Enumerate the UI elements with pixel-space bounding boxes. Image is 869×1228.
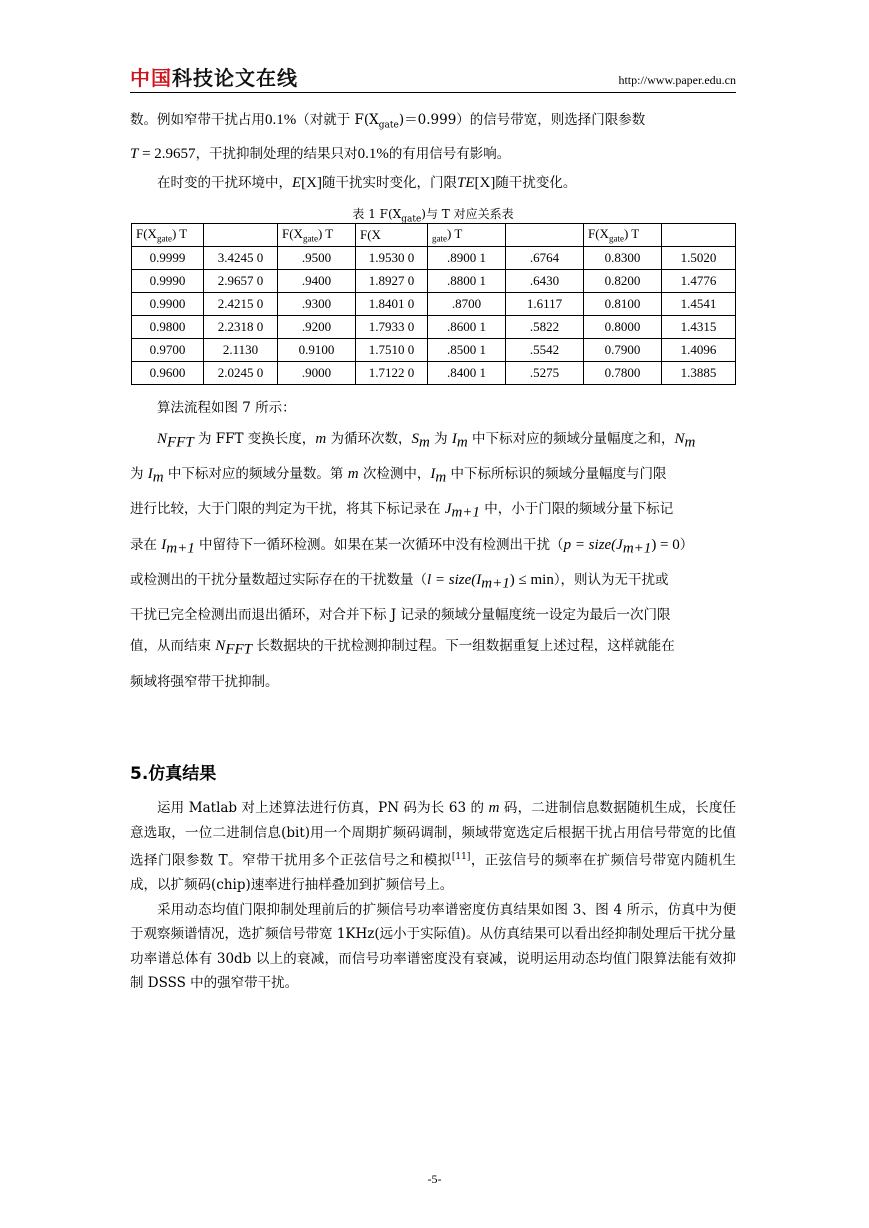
timevarying-paragraph	[130, 170, 736, 196]
text-run: 为 FFT 变换长度，	[193, 431, 316, 447]
subscript: m+1	[166, 540, 195, 557]
subscript: m	[684, 434, 696, 451]
text-run: 码，二进制信息数据随机生成，长度任意选取，一位二进制信息(bit)用一个周期扩频码调制，频域带宽选定后根据干扰占用信号带宽的比值选择门限参数 T。窄带干扰用多个正弦信号之和模拟	[130, 800, 736, 869]
simulation-paragraph-2: 采用动态均值门限抑制处理前后的扩频信号功率谱密度仿真结果如图 3、图 4 所示，仿真中为便于观察频谱情况，选扩频信号带宽 1KHz(远小于实际值)。从仿真结果可以看出经抑制处理后干扰分量功率谱总体有 30db 以上的衰减，而信号功率谱密度没有衰减，说明运用动态均值门限算法能有效抑制 DSSS 中的强窄带干扰。	[130, 901, 736, 991]
algo-line-5	[130, 565, 736, 600]
text-run: ，正弦信号的频率在扩频信号带宽内随机生成，以扩频码(chip)速率进行抽样叠加到扩频信号上。	[130, 852, 736, 893]
table-cell: .8500 1	[428, 339, 506, 362]
table-header-cell	[584, 224, 662, 247]
text-run: 中下标对应的频域分量数。第	[163, 466, 348, 483]
math-equation: ) = 0	[651, 536, 680, 553]
table-cell: 0.9100	[278, 339, 356, 362]
citation-ref: [11]	[451, 852, 471, 862]
section-heading: 5.仿真结果	[130, 764, 217, 784]
table-header-cell	[506, 224, 584, 247]
text-run: 中下标对应的频域分量幅度之和，	[467, 431, 675, 447]
text-run: 在时变的干扰环境中，	[157, 175, 292, 191]
text-run: 或检测出的干扰分量数超过实际存在的干扰数量（	[130, 571, 427, 588]
text-run: 中，小于门限的频域分量下标记	[479, 501, 674, 518]
table-header-row	[132, 224, 736, 247]
text-run: （对就于 F(X	[296, 112, 379, 128]
table-cell: .9000	[278, 362, 356, 385]
table-cell: 1.7933 0	[356, 316, 428, 339]
table-cell: .5275	[506, 362, 584, 385]
math-m: m	[347, 466, 359, 483]
table-header-cell	[278, 224, 356, 247]
text-run: ，干扰抑制处理的结果只对	[195, 145, 358, 162]
header-text: ) T	[171, 226, 188, 242]
table-cell: .9300	[278, 293, 356, 316]
table-cell: 1.4096	[662, 339, 736, 362]
caption-text: )与 T 对应关系表	[421, 207, 514, 221]
table-cell: 0.9800	[132, 316, 204, 339]
table-row	[132, 362, 736, 385]
header-text: ) T	[447, 226, 463, 242]
subscript: m	[456, 434, 468, 451]
intro-line-1	[130, 106, 736, 140]
table-row	[132, 316, 736, 339]
table-header-cell	[428, 224, 506, 247]
math-equation: ) ≤ min	[509, 571, 554, 588]
table-cell: 0.8000	[584, 316, 662, 339]
table-cell: .5542	[506, 339, 584, 362]
table-cell: 2.9657 0	[204, 270, 278, 293]
math-i: I	[161, 536, 167, 553]
table-cell: 1.9530 0	[356, 247, 428, 270]
table-body	[132, 247, 736, 385]
text-run: ），则认为无干扰或	[553, 571, 669, 588]
subscript: gate	[401, 214, 422, 225]
math-expectation: E	[292, 175, 302, 191]
algo-line-1	[130, 424, 736, 459]
math-n: N	[215, 638, 226, 655]
table-cell: 0.9999	[132, 247, 204, 270]
subscript: m	[152, 469, 164, 486]
subscript: m	[418, 434, 430, 451]
text-run: 值，从而结束	[130, 638, 216, 655]
math-n: N	[674, 431, 685, 447]
table-cell: 1.6117	[506, 293, 584, 316]
page-header	[130, 66, 736, 92]
math-i: I	[430, 466, 436, 483]
algo-line-3	[130, 494, 736, 529]
math-s: S	[411, 431, 419, 447]
math-bracket-x: [X]	[474, 175, 496, 191]
subscript: m+1	[622, 540, 652, 557]
journal-logo	[130, 66, 298, 90]
table-row	[132, 270, 736, 293]
table-header-cell	[204, 224, 278, 247]
table-cell: 2.4215 0	[204, 293, 278, 316]
table-cell: .8700	[428, 293, 506, 316]
algo-line-7	[130, 631, 736, 666]
subscript: gate	[378, 120, 399, 131]
header-text: F(X	[360, 227, 381, 242]
header-text: F(X	[136, 226, 157, 242]
math-var-t: T	[130, 145, 139, 162]
table-cell: 0.9600	[132, 362, 204, 385]
table-cell: 1.4541	[662, 293, 736, 316]
subscript: m+1	[451, 505, 480, 522]
text-run: 中下标所标识的频域分量幅度与门限	[446, 466, 667, 483]
table-cell: .9200	[278, 316, 356, 339]
math-i: I	[147, 466, 153, 483]
subscript: gate	[156, 233, 172, 244]
text-run: 随干扰变化。	[495, 175, 577, 191]
table-cell: 0.9900	[132, 293, 204, 316]
table-cell: 3.4245 0	[204, 247, 278, 270]
text-run: )＝0.999）的信号带宽，则选择门限参数	[398, 112, 646, 128]
table-cell: .8600 1	[428, 316, 506, 339]
text-run: 的有用信号有影响。	[388, 145, 511, 162]
header-text: F(X	[588, 226, 609, 242]
table-cell: 0.8300	[584, 247, 662, 270]
text-run: 随干扰实时变化，门限	[322, 175, 457, 191]
table-row	[132, 339, 736, 362]
subscript: m+1	[481, 575, 510, 592]
algorithm-section	[130, 398, 736, 698]
simulation-section	[130, 796, 736, 996]
header-text: F(X	[282, 226, 303, 242]
algo-line-2	[130, 459, 736, 494]
text-run: 为	[130, 466, 148, 483]
table-cell: 2.0245 0	[204, 362, 278, 385]
table-header-cell	[662, 224, 736, 247]
algo-line-6: 干扰已完全检测出而退出循环，对合并下标 J 记录的频域分量幅度统一设定为最后一次门限	[130, 606, 671, 623]
math-i: I	[451, 431, 457, 447]
math-percent: 0.1%	[265, 112, 297, 128]
table-cell: 1.8401 0	[356, 293, 428, 316]
table-cell: 0.9990	[132, 270, 204, 293]
text-run: ）	[679, 536, 694, 553]
header-rule	[130, 92, 736, 93]
table-cell: 1.5020	[662, 247, 736, 270]
journal-url: http://www.paper.edu.cn	[618, 73, 736, 87]
table-cell: .8900 1	[428, 247, 506, 270]
table-header-cell	[356, 224, 428, 247]
math-equation: l = size(I	[427, 571, 482, 588]
subscript: FFT	[167, 434, 194, 451]
text-run: 进行比较，大于门限的判定为干扰，将其下标记录在	[130, 501, 445, 518]
table-cell: 1.3885	[662, 362, 736, 385]
table-cell: .5822	[506, 316, 584, 339]
text-run: 录在	[130, 536, 162, 553]
text-run: 数。例如窄带干扰占用	[130, 112, 265, 128]
math-n: N	[157, 431, 168, 447]
table-cell: .8400 1	[428, 362, 506, 385]
table-cell: 0.7900	[584, 339, 662, 362]
table-row	[132, 247, 736, 270]
header-text: ) T	[317, 226, 334, 242]
subscript: gate	[432, 233, 447, 244]
text-run: 为循环次数，	[326, 431, 412, 447]
table-cell: 1.7122 0	[356, 362, 428, 385]
simulation-paragraph-1	[130, 796, 736, 898]
logo-black-text: 科技论文在线	[172, 66, 298, 90]
math-m: m	[488, 800, 500, 816]
table-cell: .8800 1	[428, 270, 506, 293]
table-cell: .9400	[278, 270, 356, 293]
table-cell: 0.7800	[584, 362, 662, 385]
table-cell: 0.8200	[584, 270, 662, 293]
text-run: 运用 Matlab 对上述算法进行仿真，PN 码为长 63 的	[157, 800, 489, 816]
table-cell: .9500	[278, 247, 356, 270]
timevarying-line	[130, 170, 736, 196]
text-run: 为	[429, 431, 452, 447]
table-cell: 1.4315	[662, 316, 736, 339]
intro-paragraph	[130, 106, 736, 168]
text-run: 次检测中，	[358, 466, 431, 483]
table-header-cell	[132, 224, 204, 247]
subscript: gate	[608, 233, 624, 244]
flow-line: 算法流程如图 7 所示：	[157, 400, 296, 416]
math-bracket-x: [X]	[301, 175, 322, 191]
threshold-table	[131, 223, 736, 385]
logo-red-text: 中国	[130, 66, 172, 90]
intro-line-2	[130, 140, 736, 168]
math-equation: p = size(J	[563, 536, 623, 553]
math-threshold: TE	[457, 175, 475, 191]
math-value: = 2.9657	[138, 145, 196, 162]
table-cell: 2.2318 0	[204, 316, 278, 339]
table-cell: 2.1130	[204, 339, 278, 362]
math-j: J	[444, 501, 452, 518]
math-percent: 0.1%	[357, 145, 389, 162]
table-cell: 0.9700	[132, 339, 204, 362]
math-m: m	[315, 431, 327, 447]
table-cell: .6764	[506, 247, 584, 270]
header-text: ) T	[623, 226, 640, 242]
text-run: 中留待下一循环检测。如果在某一次循环中没有检测出干扰（	[194, 536, 564, 553]
text-run: 长数据块的干扰检测抑制过程。下一组数据重复上述过程，这样就能在	[251, 638, 675, 655]
subscript: FFT	[225, 642, 252, 659]
table-cell: 1.7510 0	[356, 339, 428, 362]
caption-text: 表 1 F(X	[352, 207, 402, 221]
algo-line-4	[130, 530, 736, 565]
subscript: gate	[302, 233, 318, 244]
table-cell: 0.8100	[584, 293, 662, 316]
table-cell: 1.4776	[662, 270, 736, 293]
page-number: -5-	[427, 1172, 442, 1186]
algo-line-8: 频域将强窄带干扰抑制。	[130, 673, 279, 690]
table-cell: 1.8927 0	[356, 270, 428, 293]
subscript: m	[435, 469, 447, 486]
table-cell: .6430	[506, 270, 584, 293]
table-row	[132, 293, 736, 316]
